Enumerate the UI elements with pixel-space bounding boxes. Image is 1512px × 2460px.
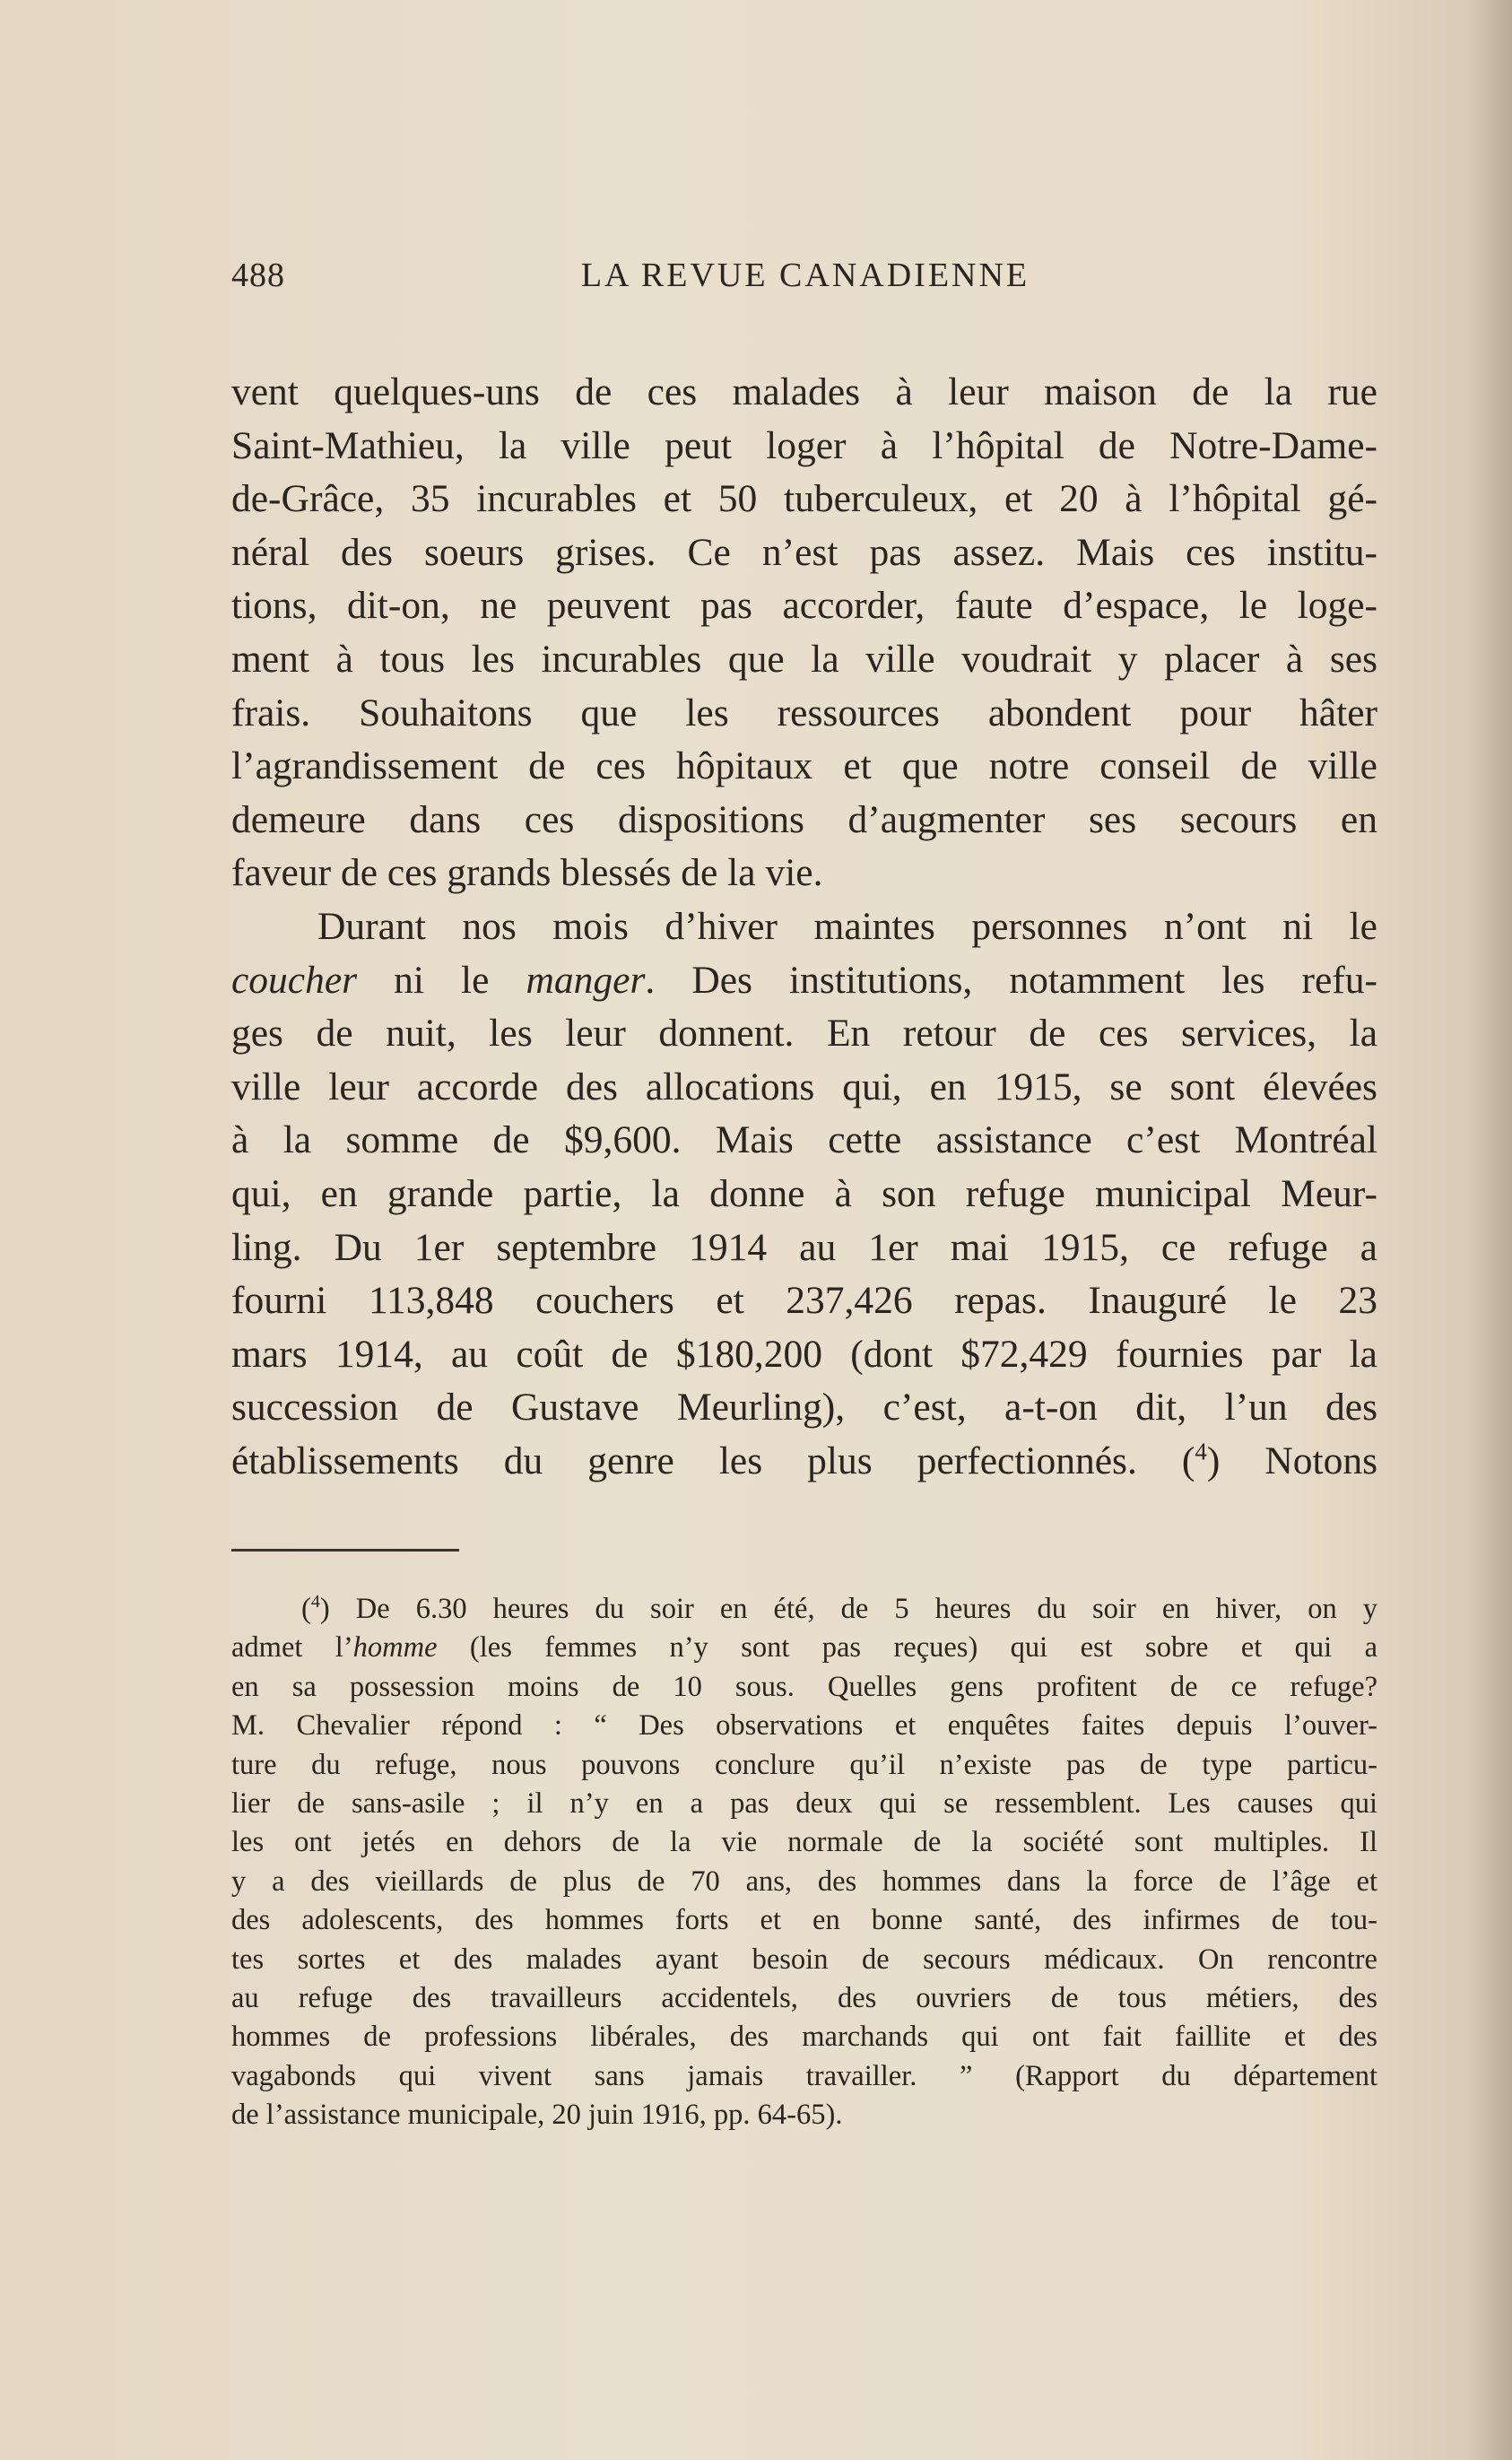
- footnote-line: tes sortes et des malades ayant besoin de secours médicaux. On rencontre: [231, 1943, 1377, 1976]
- footnote-line: des adolescents, des hommes forts et en bonne santé, des infirmes de tou-: [231, 1904, 1377, 1937]
- footnote-line: vagabonds qui vivent sans jamais travailler. ” (Rapport du département: [231, 2059, 1377, 2092]
- italic-word: manger: [526, 958, 646, 1002]
- body-line: établissements du genre les plus perfectionnés. ($^4$) Notons: [231, 1438, 1377, 1482]
- footnote-line: les ont jetés en dehors de la vie normale de la société sont multiples. Il: [231, 1826, 1377, 1859]
- body-line: coucher ni le manger. Des institutions, notamment les refu-: [231, 958, 1377, 1002]
- body-line: de-Grâce, 35 incurables et 50 tuberculeux, et 20 à l’hôpital gé-: [231, 477, 1377, 521]
- footnote-line: lier de sans-asile ; il n’y en a pas deux qui se ressemblent. Les causes qui: [231, 1787, 1377, 1821]
- footnote-ref: 4: [1195, 1438, 1207, 1465]
- body-line: vent quelques-uns de ces malades à leur maison de la rue: [231, 370, 1377, 413]
- footnote-divider: [231, 1549, 459, 1552]
- italic-word: coucher: [231, 958, 358, 1002]
- body-line: demeure dans ces dispositions d’augmenter ses secours en: [231, 797, 1377, 841]
- footnote-line: admet l’homme (les femmes n’y sont pas reçues) qui est sobre et qui a: [231, 1631, 1378, 1665]
- body-line: qui, en grande partie, la donne à son refuge municipal Meur-: [231, 1171, 1377, 1215]
- body-line: l’agrandissement de ces hôpitaux et que notre conseil de ville: [231, 744, 1377, 788]
- body-line: ment à tous les incurables que la ville voudrait y placer à ses: [231, 637, 1377, 681]
- body-line: frais. Souhaitons que les ressources abondent pour hâter: [231, 691, 1377, 735]
- footnote-line: de l’assistance municipale, 20 juin 1916, pp. 64-65).: [231, 2099, 843, 2132]
- footnote-line: ture du refuge, nous pouvons conclure qu’il n’existe pas de type particu-: [231, 1748, 1377, 1781]
- footnote-line: en sa possession moins de 10 sous. Quelles gens profitent de ce refuge?: [231, 1670, 1377, 1703]
- body-line: Durant nos mois d’hiver maintes personnes n’ont ni le: [317, 904, 1377, 948]
- body-line: tions, dit-on, ne peuvent pas accorder, faute d’espace, le loge-: [231, 584, 1377, 628]
- body-line: ges de nuit, les leur donnent. En retour de ces services, la: [231, 1012, 1377, 1056]
- footnote-line: ($^4$) De 6.30 heures du soir en été, de 5 heures du soir en hiver, on y: [301, 1592, 1377, 1625]
- page-header: [231, 256, 1379, 300]
- body-text: [231, 366, 1377, 1488]
- body-line: à la somme de $9,600. Mais cette assistance c’est Montréal: [231, 1118, 1377, 1162]
- footnote-line: y a des vieillards de plus de 70 ans, des hommes dans la force de l’âge et: [231, 1865, 1377, 1898]
- footnote-line: M. Chevalier répond : “ Des observations et enquêtes faites depuis l’ouver-: [231, 1709, 1377, 1743]
- footnote-line: au refuge des travailleurs accidentels, des ouvriers de tous métiers, des: [231, 1982, 1377, 2015]
- body-line: fourni 113,848 couchers et 237,426 repas. Inauguré le 23: [231, 1279, 1377, 1323]
- footnote: [231, 1590, 1377, 2135]
- body-line: ville leur accorde des allocations qui, en 1915, se sont élevées: [231, 1065, 1377, 1108]
- body-line: néral des soeurs grises. Ce n’est pas assez. Mais ces institu-: [231, 530, 1377, 574]
- body-line: mars 1914, au coût de $180,200 (dont $72,429 fournies par la: [231, 1332, 1377, 1376]
- body-line: Saint-Mathieu, la ville peut loger à l’hôpital de Notre-Dame-: [231, 423, 1377, 467]
- italic-word: homme: [352, 1631, 438, 1665]
- body-line: succession de Gustave Meurling), c’est, a-t-on dit, l’un des: [231, 1386, 1377, 1430]
- body-line: faveur de ces grands blessés de la vie.: [231, 851, 823, 895]
- footnote-marker: 4: [310, 1592, 320, 1612]
- body-line: ling. Du 1er septembre 1914 au 1er mai 1915, ce refuge a: [231, 1225, 1377, 1269]
- page-number: 488: [231, 256, 285, 294]
- footnote-line: hommes de professions libérales, des marchands qui ont fait faillite et des: [231, 2021, 1377, 2054]
- running-title: LA REVUE CANADIENNE: [580, 256, 1030, 294]
